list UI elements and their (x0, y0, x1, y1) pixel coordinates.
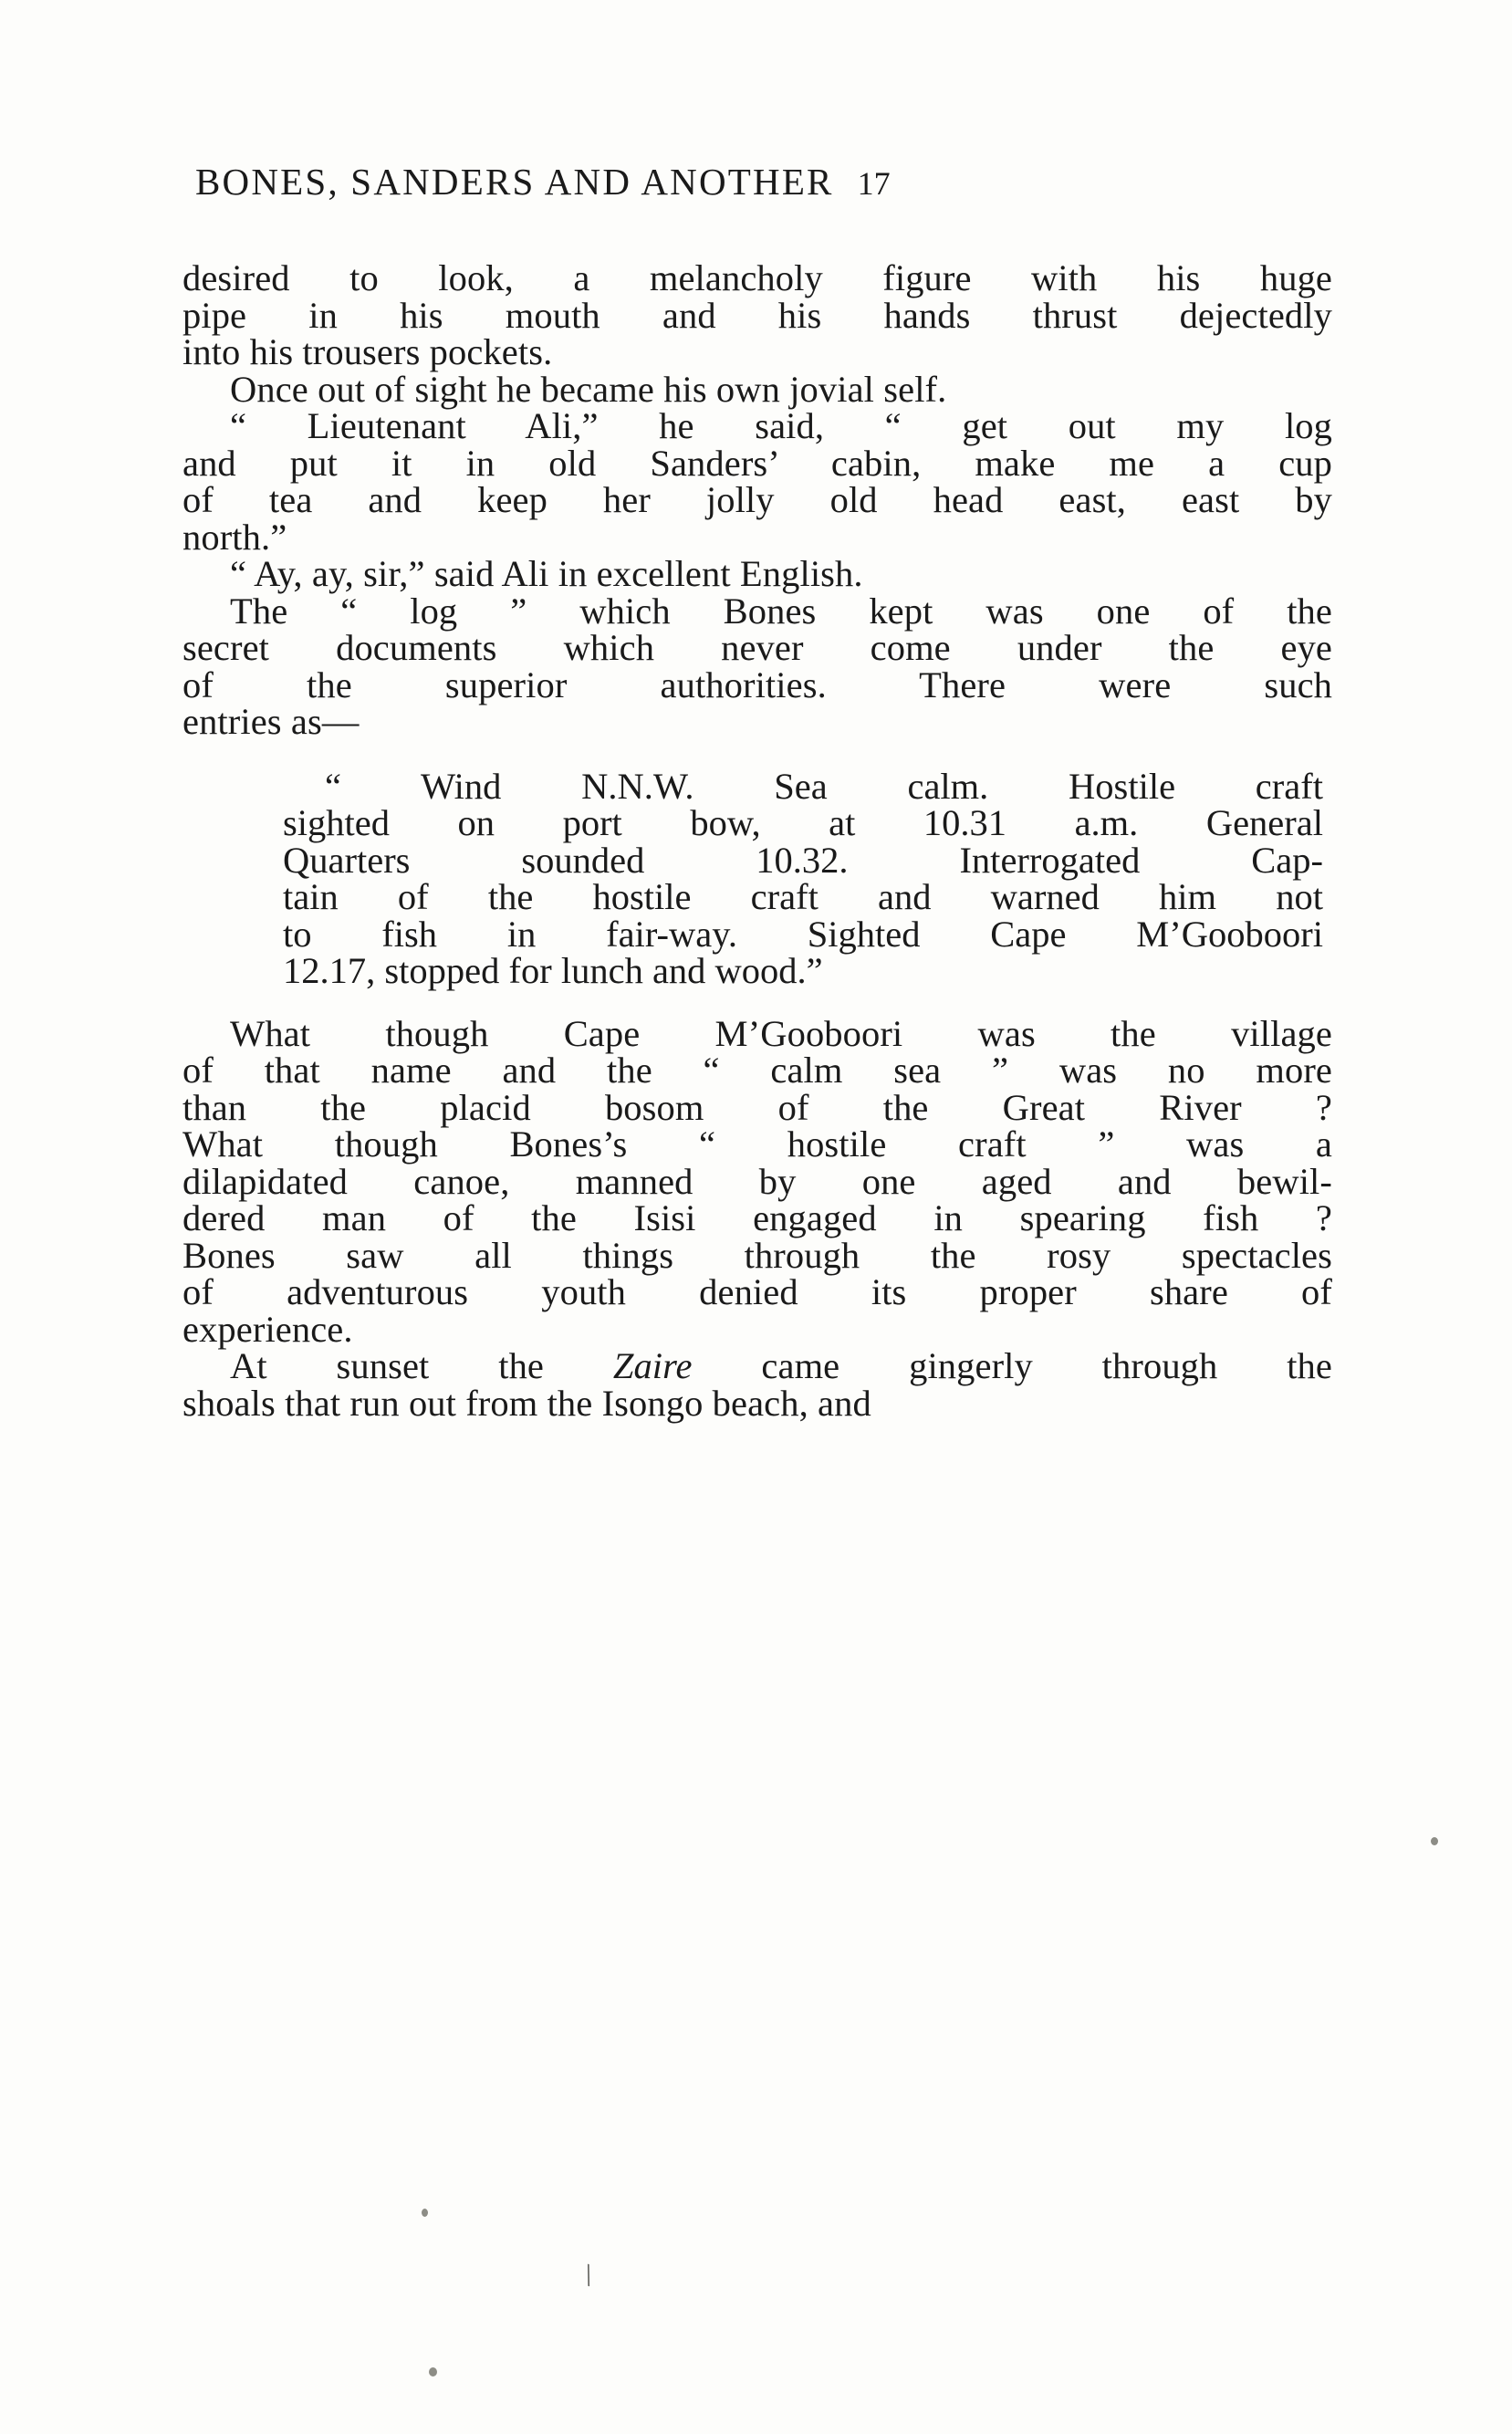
text-line-inner: “ Lieutenant Ali,” he said, “ get out my log (230, 405, 1332, 446)
text-line: of that name and the “ calm sea ” was no more (182, 1050, 1332, 1091)
text-line (182, 1012, 1332, 1054)
text-line (182, 405, 1332, 446)
paragraph-6 (182, 1012, 1332, 1350)
running-head (195, 160, 1332, 204)
italic-ship-name: Zaire (612, 1345, 693, 1386)
quote-line-inner: “ Wind N.N.W. Sea calm. Hostile craft (325, 765, 1323, 807)
paragraph-7 (182, 1345, 1332, 1424)
text-line-inner: What though Cape M’Gooboori was the village (230, 1012, 1332, 1054)
text-line: dilapidated canoe, manned by one aged and bewil- (182, 1160, 1332, 1202)
quote-line: tain of the hostile craft and warned him not (283, 876, 1323, 917)
text-line: dered man of the Isisi engaged in spearing fish ? (182, 1197, 1332, 1238)
quote-line: 12.17, stopped for lunch and wood.” (283, 950, 823, 991)
text-line (182, 368, 1332, 410)
quote-line (283, 765, 1323, 807)
text-line: experience. (182, 1308, 353, 1350)
text-line: pipe in his mouth and his hands thrust dejectedly (182, 294, 1332, 336)
running-head-title: BONES, SANDERS AND ANOTHER (195, 161, 834, 203)
paper-speck (429, 2367, 437, 2377)
text-line (182, 1345, 1332, 1386)
text-line-inner: “ Ay, ay, sir,” said Ali in excellent English. (230, 553, 863, 594)
text-line: into his trousers pockets. (182, 331, 553, 372)
quote-line: sighted on port bow, at 10.31 a.m. General (283, 802, 1323, 843)
text-line: of adventurous youth denied its proper share of (182, 1271, 1332, 1312)
text-line: and put it in old Sanders’ cabin, make me a cup (182, 442, 1332, 484)
quote-line: Quarters sounded 10.32. Interrogated Cap- (283, 839, 1323, 881)
paragraph-2 (182, 368, 1332, 410)
text-line: desired to look, a melancholy figure with his huge (182, 257, 1332, 298)
text-line (182, 590, 1332, 632)
stray-pen-mark: \ (579, 2258, 599, 2293)
text-line: What though Bones’s “ hostile craft ” was a (182, 1123, 1332, 1165)
text-line: of tea and keep her jolly old head east, east by (182, 479, 1332, 520)
paper-speck (422, 2209, 428, 2217)
text-line-inner: Once out of sight he became his own jovial self. (230, 368, 947, 410)
paper-speck (1431, 1837, 1438, 1845)
page-number: 17 (857, 165, 891, 202)
text-fragment: At sunset the (230, 1345, 613, 1386)
text-line-inner: The “ log ” which Bones kept was one of the (230, 590, 1332, 632)
text-line: north.” (182, 516, 287, 558)
text-line: than the placid bosom of the Great River ? (182, 1086, 1332, 1128)
quote-line: to fish in fair-way. Sighted Cape M’Gooboori (283, 913, 1323, 955)
text-line (182, 553, 1332, 594)
paragraph-3 (182, 405, 1332, 558)
paragraph-1 (182, 257, 1332, 372)
page-content (182, 160, 1332, 1422)
text-fragment: came gingerly through the (692, 1345, 1332, 1386)
text-line: entries as— (182, 701, 360, 742)
paragraph-4 (182, 553, 1332, 594)
text-line: shoals that run out from the Isongo beach, and (182, 1382, 871, 1424)
text-line: secret documents which never come under the eye (182, 627, 1332, 668)
paragraph-5 (182, 590, 1332, 742)
text-line: of the superior authorities. There were such (182, 663, 1332, 705)
block-quote-log-entry (182, 765, 1332, 991)
text-line: Bones saw all things through the rosy spectacles (182, 1234, 1332, 1276)
